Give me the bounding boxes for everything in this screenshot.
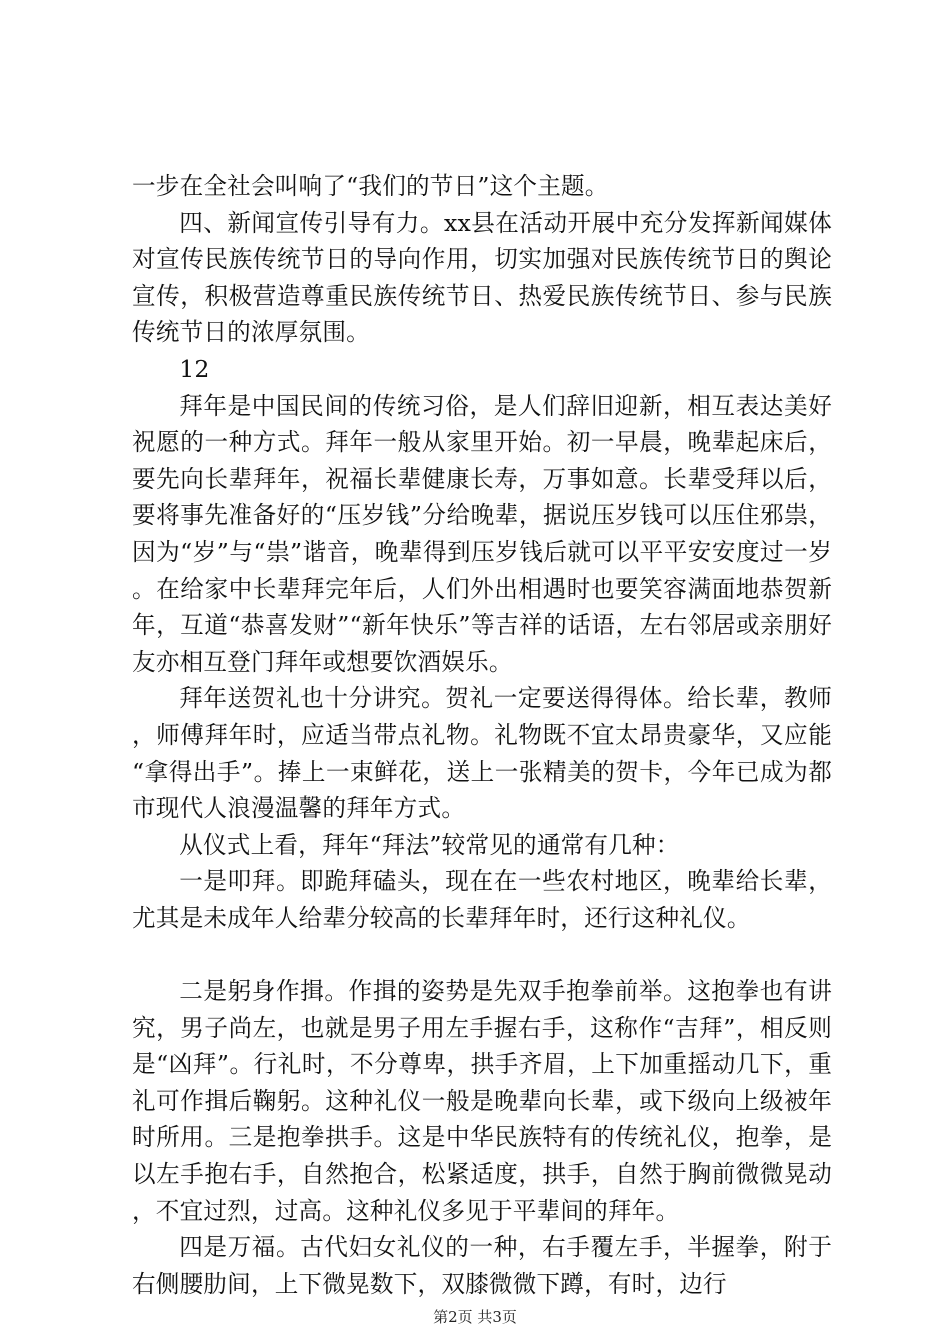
paragraph: 四、新闻宣传引导有力。xx县在活动开展中充分发挥新闻媒体对宣传民族传统节日的导向作用，切实加强对民族传统节日的舆论宣传，积极营造尊重民族传统节日、热爱民族传统节日、参与民族传统节日的浓厚氛围。	[132, 208, 832, 347]
blank-line	[132, 936, 832, 973]
paragraph: 一步在全社会叫响了“我们的节日”这个主题。	[132, 172, 609, 200]
page-footer: 第2页 共3页	[433, 1308, 517, 1326]
paragraph: 一是叩拜。即跪拜磕头，现在在一些农村地区，晚辈给长辈，尤其是未成年人给辈分较高的长辈拜年时，还行这种礼仪。	[132, 867, 832, 932]
paragraph: 四是万福。古代妇女礼仪的一种，右手覆左手，半握拳，附于右侧腰肋间，上下微晃数下，双膝微微下蹲，有时，边行	[132, 1233, 832, 1298]
section-number: 12	[179, 354, 210, 383]
paragraph: 二是躬身作揖。作揖的姿势是先双手抱拳前举。这抱拳也有讲究，男子尚左，也就是男子用左手握右手，这称作“吉拜”，相反则是“凶拜”。行礼时，不分尊卑，拱手齐眉，上下加重摇动几下，重礼可作揖后鞠躬。这种礼仪一般是晚辈向长辈，或下级向上级被年时所用。三是抱拳拱手。这是中华民族特有的传统礼仪，抱拳，是以左手抱右手，自然抱合，松紧适度，拱手，自然于胸前微微晃动，不宜过烈，过高。这种礼仪多见于平辈间的拜年。	[132, 977, 832, 1225]
document-body	[132, 168, 832, 1302]
paragraph: 从仪式上看，拜年“拜法”较常见的通常有几种：	[179, 830, 680, 859]
paragraph: 拜年是中国民间的传统习俗，是人们辞旧迎新，相互表达美好祝愿的一种方式。拜年一般从家里开始。初一早晨，晚辈起床后，要先向长辈拜年，祝福长辈健康长寿，万事如意。长辈受拜以后，要将事先准备好的“压岁钱”分给晚辈，据说压岁钱可以压住邪祟，因为“岁”与“祟”谐音，晚辈得到压岁钱后就可以平平安安度过一岁。在给家中长辈拜完年后，人们外出相遇时也要笑容满面地恭贺新年，互道“恭喜发财”“新年快乐”等吉祥的话语，左右邻居或亲朋好友亦相互登门拜年或想要饮酒娱乐。	[132, 391, 832, 676]
paragraph: 拜年送贺礼也十分讲究。贺礼一定要送得得体。给长辈，教师，师傅拜年时，应适当带点礼物。礼物既不宜太昂贵豪华，又应能“拿得出手”。捧上一束鲜花，送上一张精美的贺卡，今年已成为都市现代人浪漫温馨的拜年方式。	[132, 684, 832, 823]
